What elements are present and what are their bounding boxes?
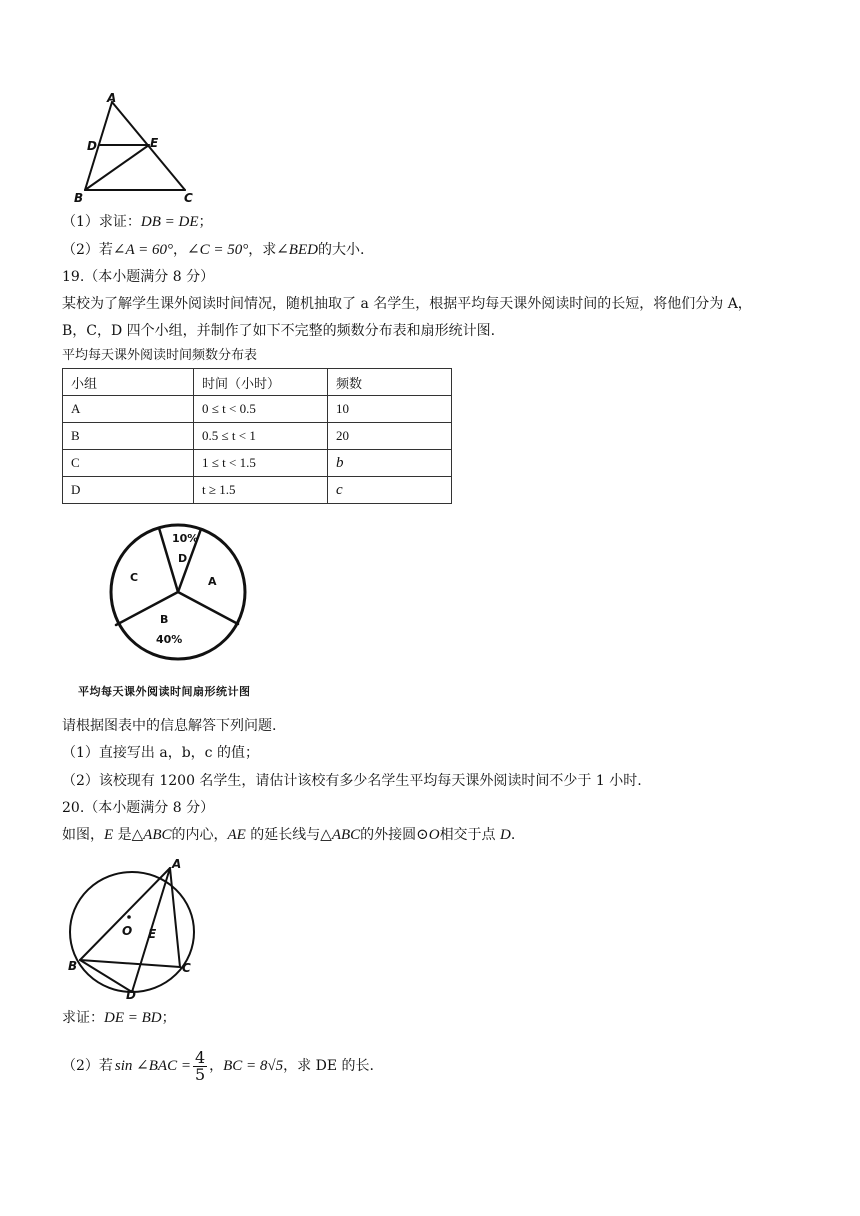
q18-part1-prefix: （1）求证： <box>62 214 141 230</box>
q19-prompt: 请根据图表中的信息解答下列问题. <box>62 718 277 734</box>
table-cell: c <box>328 477 452 504</box>
table-header: 时间（小时） <box>194 369 328 396</box>
label-D: D <box>87 139 97 153</box>
q20-part1-expr: DE = BD <box>104 1010 162 1026</box>
q20-heading: 20.（本小题满分 8 分） <box>62 800 215 816</box>
q18-part1-suffix: ； <box>198 214 213 230</box>
q20-intro-ae: AE <box>227 827 246 843</box>
q18-angle-a: ∠A = 60° <box>112 242 174 258</box>
table-row <box>63 450 452 477</box>
q20-intro-e: E <box>104 827 114 843</box>
table-cell: 20 <box>328 423 452 450</box>
pie-chart <box>100 520 260 670</box>
q18-sep: ， <box>173 242 188 258</box>
circle-label-D: D <box>126 988 136 1002</box>
q18-angle-c: ∠C = 50° <box>187 242 249 258</box>
fraction-denominator: 5 <box>194 1064 206 1084</box>
q20-intro-circle: ⊙O <box>416 827 440 843</box>
q20-part1-suffix: ； <box>161 1010 176 1026</box>
table-header: 小组 <box>63 369 194 396</box>
q19-para2: B，C，D 四个小组，并制作了如下不完整的频数分布表和扇形统计图. <box>62 323 496 339</box>
q19-part1: （1）直接写出 a，b，c 的值； <box>62 745 259 761</box>
table-cell: 0.5 ≤ t < 1 <box>194 423 328 450</box>
circle-label-E: E <box>148 927 157 941</box>
q18-part2 <box>62 240 364 260</box>
label-B: B <box>74 191 84 205</box>
q20-part2-sep: ， <box>209 1058 224 1074</box>
q20-intro-p4: 的延长线与 <box>245 827 321 843</box>
q18-part1-expr: DB = DE <box>140 214 199 230</box>
table-header: 频数 <box>328 369 452 396</box>
q20-part1-prefix: 求证： <box>62 1010 104 1026</box>
table-cell: C <box>63 450 194 477</box>
table-cell: b <box>328 450 452 477</box>
fraction <box>193 1047 207 1084</box>
q20-intro-tri1: △ABC <box>131 827 172 843</box>
q20-intro-p1: 如图， <box>62 827 104 843</box>
q20-part2 <box>62 1046 374 1086</box>
label-E: E <box>150 136 159 150</box>
triangle-figure <box>66 90 206 210</box>
circle-label-C: C <box>182 961 191 975</box>
q20-intro <box>62 825 515 845</box>
q20-intro-p7: . <box>510 827 516 843</box>
table-row <box>63 423 452 450</box>
q20-part2-suffix: ，求 DE 的长. <box>283 1058 374 1074</box>
q18-part1 <box>62 212 213 232</box>
q20-part2-prefix: （2）若 <box>62 1058 113 1074</box>
pie-percent-B: 40% <box>156 633 183 646</box>
q19-para1: 某校为了解学生课外阅读时间情况，随机抽取了 a 名学生，根据平均每天课外阅读时间的长短，将他们分为 A， <box>62 296 752 312</box>
pie-label-D: D <box>178 552 188 565</box>
circle-figure <box>62 852 212 1002</box>
table-cell: 0 ≤ t < 0.5 <box>194 396 328 423</box>
table-cell: A <box>63 396 194 423</box>
pie-label-A: A <box>208 575 217 588</box>
q18-target: ∠BED <box>276 242 318 258</box>
table-row <box>63 477 452 504</box>
q18-suffix: 的大小. <box>317 242 365 258</box>
q18-part2-prefix: （2）若 <box>62 242 113 258</box>
table-cell: D <box>63 477 194 504</box>
q20-part1 <box>62 1008 176 1028</box>
q19-heading: 19.（本小题满分 8 分） <box>62 269 215 285</box>
table-cell: 1 ≤ t < 1.5 <box>194 450 328 477</box>
q20-part2-bc: BC = 8√5 <box>223 1058 284 1074</box>
circle-label-A: A <box>172 857 182 871</box>
fraction-numerator: 4 <box>194 1047 206 1067</box>
pie-label-C: C <box>130 571 139 584</box>
q20-intro-p5: 的外接圆 <box>360 827 417 843</box>
q20-intro-p3: 的内心， <box>171 827 228 843</box>
circle-label-B: B <box>68 959 78 973</box>
table-header-row <box>63 369 452 396</box>
q20-intro-p6: 相交于点 <box>439 827 501 843</box>
frequency-table <box>62 368 452 504</box>
q20-part2-sin: sin ∠BAC = <box>114 1058 191 1074</box>
table-title: 平均每天课外阅读时间频数分布表 <box>62 348 258 363</box>
q18-mid: ，求 <box>248 242 277 258</box>
pie-title: 平均每天课外阅读时间扇形统计图 <box>78 685 251 698</box>
pie-label-B: B <box>160 613 169 626</box>
table-row <box>63 396 452 423</box>
table-cell: 10 <box>328 396 452 423</box>
label-A: A <box>107 91 117 105</box>
q20-intro-tri2: △ABC <box>320 827 361 843</box>
label-C: C <box>184 191 193 205</box>
pie-percent-D: 10% <box>172 532 199 545</box>
circle-label-O: O <box>122 924 133 938</box>
q20-intro-p2: 是 <box>113 827 132 843</box>
q20-intro-d: D <box>500 827 511 843</box>
q19-part2: （2）该校现有 1200 名学生，请估计该校有多少名学生平均每天课外阅读时间不少于 1 小时. <box>62 773 642 789</box>
table-cell: B <box>63 423 194 450</box>
table-cell: t ≥ 1.5 <box>194 477 328 504</box>
